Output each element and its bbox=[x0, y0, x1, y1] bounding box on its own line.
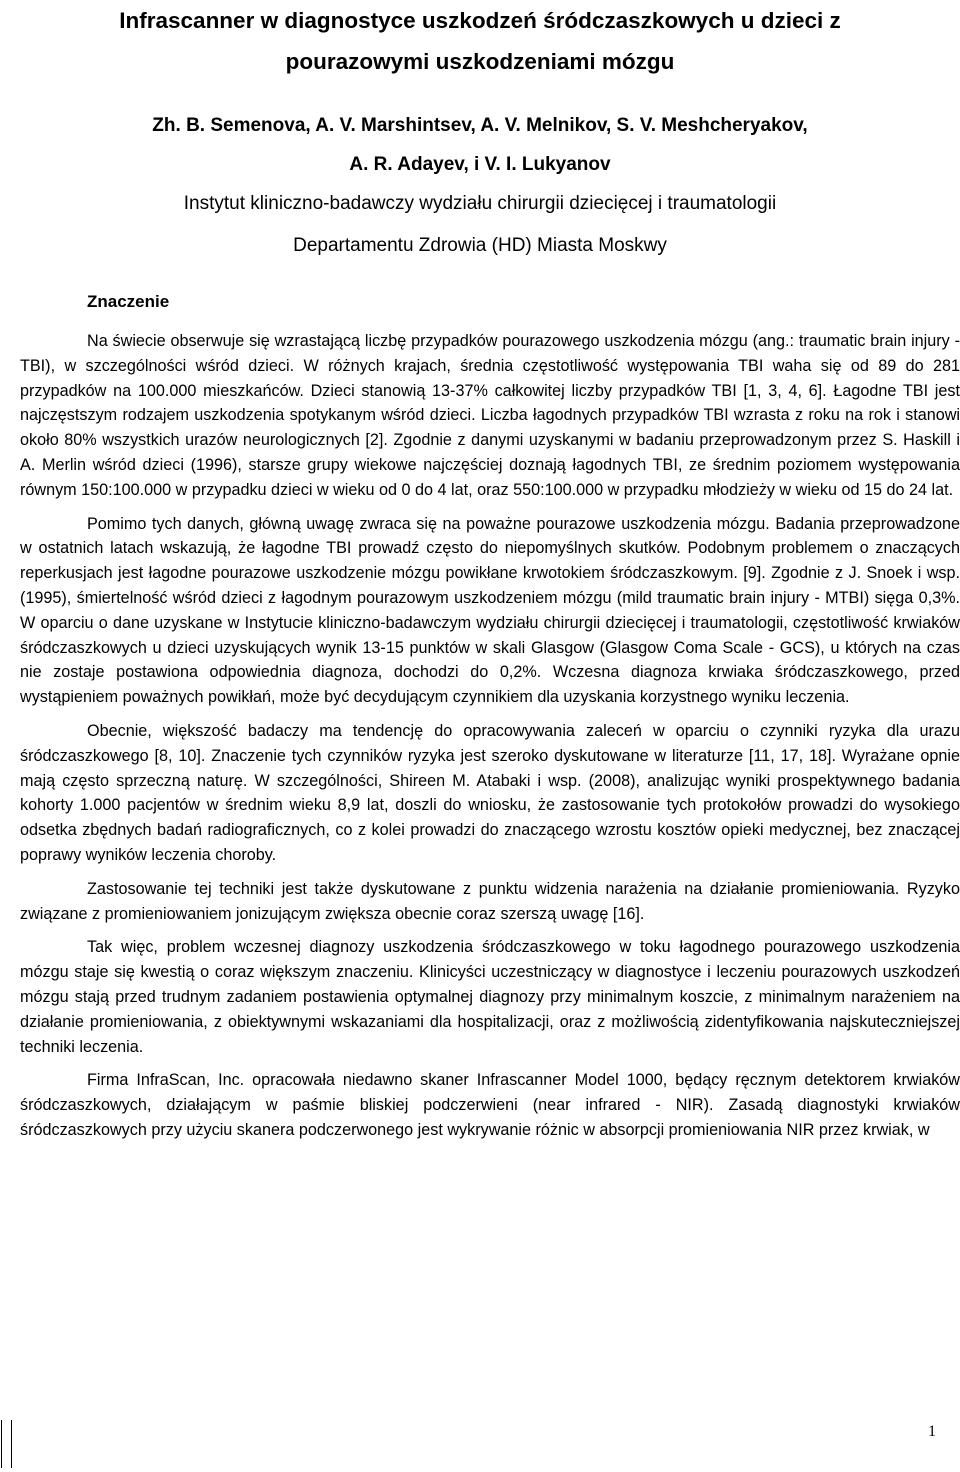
page-number: 1 bbox=[928, 1423, 936, 1440]
paragraph-3: Obecnie, większość badaczy ma tendencję do opracowywania zaleceń w oparciu o czynniki ryzyka dla urazu śródczaszkowego [8, 10]. Znaczenie tych czynników ryzyka jest szeroko dyskutowane w literaturze [11, 17, 18]. Wyrażane opnie mają często sprzeczną naturę. W szczególności, Shireen M. Atabaki i wsp. (2008), analizując wyniki prospektywnego badania kohorty 1.000 pacjentów w średnim wieku 8,9 lat, doszli do wniosku, że zastosowanie tych protokołów prowadzi do wysokiego odsetka zbędnych badań radiograficznych, co z kolei prowadzi do znaczącego wzrostu kosztów opieki medycznej, bez znaczącej poprawy wyników leczenia choroby. bbox=[20, 721, 960, 864]
authors-line-1: Zh. B. Semenova, A. V. Marshintsev, A. V. Melnikov, S. V. Meshcheryakov, bbox=[152, 115, 808, 136]
paragraph-2: Pomimo tych danych, główną uwagę zwraca się na poważne pourazowe uszkodzenia mózgu. Badania przeprowadzone w ostatnich latach wskazują, że łagodne TBI prowadź często do niepomyślnych skutków. Podobnym problemem o znaczących reperkusjach jest łagodne pourazowe uszkodzenie mózgu powikłane krwotokiem śródczaszkowym. [9]. Zgodnie z J. Snoek i wsp. (1995), śmiertelność wśród dzieci z łagodnym pourazowym uszkodzeniem mózgu (mild traumatic brain injury - MTBI) sięga 0,3%. W oparciu o dane uzyskane w Instytucie kliniczno-badawczym wydziału chirurgii dziecięcej i traumatologii, częstotliwość krwiaków śródczaszkowych u dzieci uzyskujących wynik 13-15 punktów w skali Glasgow (Glasgow Coma Scale - GCS), u których na czas nie zostaje postawiona odpowiednia diagnoza, dochodzi do 0,2%. Wczesna diagnoza krwiaka śródczaszkowego, przed wystąpieniem poważnych powikłań, może być decydującym czynnikiem dla uzyskania korzystnego wyniku leczenia. bbox=[20, 514, 960, 707]
title-line-1: Infrascanner w diagnostyce uszkodzeń śródczaszkowych u dzieci z bbox=[119, 8, 841, 33]
authors-line-2: A. R. Adayev, i V. I. Lukyanov bbox=[349, 154, 611, 175]
body-text bbox=[20, 329, 960, 1152]
document-title bbox=[20, 0, 940, 82]
section-heading: Znaczenie bbox=[87, 292, 170, 311]
paragraph-4: Zastosowanie tej techniki jest także dyskutowane z punktu widzenia narażenia na działanie promieniowania. Ryzyko związane z promieniowaniem jonizującym zwiększa obecnie coraz szerszą uwagę [16]. bbox=[20, 879, 960, 923]
paragraph-1: Na świecie obserwuje się wzrastającą liczbę przypadków pourazowego uszkodzenia mózgu (ang.: traumatic brain injury - TBI), w szczególności wśród dzieci. W różnych krajach, średnia częstotliwość występowania TBI waha się od 89 do 281 przypadków na 100.000 mieszkańców. Dzieci stanowią 13-37% całkowitej liczby przypadków TBI [1, 3, 4, 6]. Łagodne TBI jest najczęstszym rodzajem uszkodzenia spotykanym wśród dzieci. Liczba łagodnych przypadków TBI wzrasta z roku na rok i stanowi około 80% wszystkich urazów neurologicznych [2]. Zgodnie z danymi uzyskanymi w badaniu przeprowadzonym przez S. Haskill i A. Merlin wśród dzieci (1996), starsze grupy wiekowe najczęściej doznają łagodnych TBI, ze średnim poziomem występowania równym 150:100.000 w przypadku dzieci w wieku od 0 do 4 lat, oraz 550:100.000 w przypadku młodzieży w wieku od 15 do 24 lat. bbox=[20, 332, 960, 499]
institute-line-1: Instytut kliniczno-badawczy wydziału chirurgii dziecięcej i traumatologii bbox=[183, 193, 777, 214]
paragraph-6: Firma InfraScan, Inc. opracowała niedawno skaner Infrascanner Model 1000, będący ręcznym detektorem krwiaków śródczaszkowych, działającym w paśmie bliskiej podczerwieni (near infrared - NIR). Zasadą diagnostyki krwiaków śródczaszkowych przy użyciu skanera podczerwonego jest wykrywanie różnic w absorpcji promieniowania NIR przez krwiak, w bbox=[20, 1071, 960, 1139]
paragraph-5: Tak więc, problem wczesnej diagnozy uszkodzenia śródczaszkowego w toku łagodnego pourazowego uszkodzenia mózgu staje się kwestią o coraz większym znaczeniu. Klinicyści uczestniczący w diagnostyce i leczeniu pourazowych uszkodzeń mózgu stają przed trudnym zadaniem postawienia optymalnej diagnozy przy minimalnym koszcie, z minimalnym narażeniem na działanie promieniowania, z obiektywnymi wskazaniami dla hospitalizacji, oraz z możliwością zidentyfikowania najskuteczniejszej techniki leczenia. bbox=[20, 938, 960, 1056]
author-list bbox=[20, 106, 940, 184]
margin-mark-right bbox=[11, 1420, 12, 1468]
title-line-2: pourazowymi uszkodzeniami mózgu bbox=[285, 49, 675, 74]
margin-mark-left bbox=[1, 1420, 2, 1468]
institute-line-2: Departamentu Zdrowia (HD) Miasta Moskwy bbox=[293, 235, 667, 256]
affiliation bbox=[20, 183, 940, 267]
